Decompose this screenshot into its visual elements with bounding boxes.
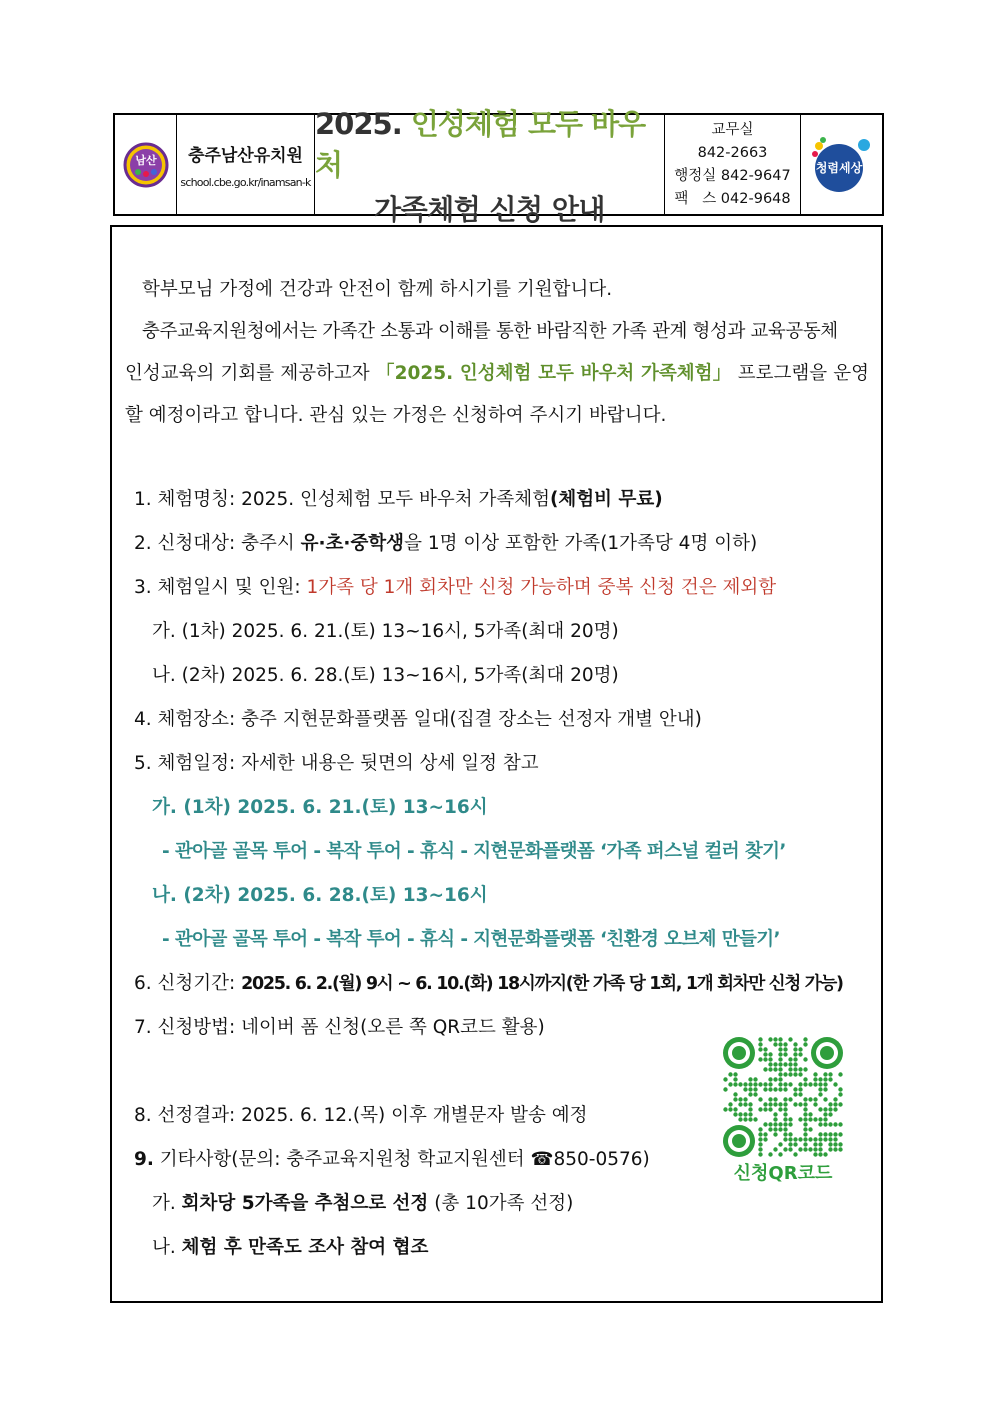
item-9-sub-b-marker: 나.	[152, 1237, 176, 1258]
item-9-sub-a-marker: 가.	[152, 1193, 176, 1214]
school-url[interactable]: school.cbe.go.kr/inamsan-k	[180, 175, 311, 189]
item-5-session2: 나. (2차) 2025. 6. 28.(토) 13~16시	[152, 885, 488, 906]
item-9-sub-b-bold: 체험 후 만족도 조사 참여 협조	[181, 1237, 429, 1258]
office-phone: 842-2663	[697, 144, 768, 161]
item-3-session2: 나. (2차) 2025. 6. 28.(토) 13~16시, 5가족(최대 20명)	[152, 665, 619, 686]
item-2-text-c: 을 1명 이상 포함한 가족(1가족당 4명 이하)	[404, 533, 758, 554]
title-year: 2025.	[315, 106, 402, 141]
item-3-notice: 1가족 당 1개 회차만 신청 가능하며 중복 신청 건은 제외함	[306, 577, 777, 598]
fax-number: 팩 스 042-9648	[674, 190, 791, 207]
admin-phone: 행정실 842-9647	[674, 167, 791, 184]
title-line2: 가족체험 신청 안내	[374, 192, 605, 226]
item-9-number: 9.	[134, 1149, 154, 1170]
intro-line2-a: 인성교육의 기회를 제공하고자	[125, 363, 370, 384]
item-4: 4. 체험장소: 충주 지현문화플랫폼 일대(집결 장소는 선정자 개별 안내)	[134, 709, 702, 730]
item-9-sub-a	[152, 1189, 573, 1215]
item-1-free: (체험비 무료)	[549, 489, 663, 510]
title-line1	[315, 102, 664, 184]
logo2-text: 청렴세상	[815, 160, 862, 175]
application-qr-code[interactable]	[723, 1037, 843, 1157]
item-3-label: 3. 체험일시 및 인원:	[134, 577, 301, 598]
item-6	[134, 969, 843, 995]
item-3	[134, 573, 776, 599]
title-highlight: 인성체험 모두 바우처	[315, 106, 646, 182]
item-9-sub-a-note: (총 10가족 선정)	[434, 1193, 574, 1214]
office-label: 교무실	[711, 121, 754, 138]
header-table	[113, 106, 884, 226]
main-content-box	[110, 225, 883, 1303]
item-2	[134, 529, 757, 555]
qr-code-label: 신청QR코드	[733, 1163, 833, 1184]
item-6-label: 6. 신청기간:	[134, 973, 236, 994]
item-3-session1: 가. (1차) 2025. 6. 21.(토) 13~16시, 5가족(최대 20명)	[152, 621, 619, 642]
item-5-session1: 가. (1차) 2025. 6. 21.(토) 13~16시	[152, 797, 488, 818]
item-5: 5. 체험일정: 자세한 내용은 뒷면의 상세 일정 참고	[134, 753, 539, 774]
program-name-highlight: 「2025. 인성체험 모두 바우처 가족체험」	[375, 363, 732, 384]
item-9-text: 기타사항(문의: 충주교육지원청 학교지원센터 ☎850-0576)	[159, 1149, 650, 1170]
item-9	[134, 1145, 650, 1171]
item-8: 8. 선정결과: 2025. 6. 12.(목) 이후 개별문자 발송 예정	[134, 1105, 588, 1126]
integrity-logo-cell	[801, 115, 882, 214]
item-5-session2-detail: - 관아골 골목 투어 - 복작 투어 - 휴식 - 지현문화플랫폼 ‘친환경 오브제 만들기’	[162, 929, 780, 950]
item-2-text-a: 2. 신청대상: 충주시	[134, 533, 295, 554]
intro-line1: 충주교육지원청에서는 가족간 소통과 이해를 통한 바람직한 가족 관계 형성과 교육공동체	[142, 321, 838, 342]
logo-text: 남산	[134, 153, 157, 167]
school-info-cell	[177, 115, 315, 214]
item-1	[134, 485, 663, 511]
item-5-session1-detail: - 관아골 골목 투어 - 복작 투어 - 휴식 - 지현문화플랫폼 ‘가족 퍼스널 컬러 찾기’	[162, 841, 786, 862]
integrity-logo-icon	[809, 132, 875, 198]
item-9-sub-a-bold: 회차당 5가족을 추첨으로 선정	[181, 1193, 429, 1214]
intro-line2-b: 프로그램을 운영	[737, 363, 870, 384]
school-logo-icon	[123, 142, 169, 188]
title-cell	[315, 106, 665, 226]
intro-line2	[125, 359, 869, 385]
item-1-text: 1. 체험명칭: 2025. 인성체험 모두 바우처 가족체험	[134, 489, 550, 510]
intro-line3: 할 예정이라고 합니다. 관심 있는 가정은 신청하여 주시기 바랍니다.	[125, 405, 667, 426]
school-name: 충주남산유치원	[188, 145, 303, 166]
item-9-sub-b	[152, 1233, 428, 1259]
item-7: 7. 신청방법: 네이버 폼 신청(오른 쪽 QR코드 활용)	[134, 1017, 545, 1038]
item-6-period: 2025. 6. 2.(월) 9시 ~ 6. 10.(화) 18시까지(한 가족 당 1회, 1개 회차만 신청 가능)	[241, 974, 843, 994]
school-logo-cell	[115, 115, 177, 214]
greeting: 학부모님 가정에 건강과 안전이 함께 하시기를 기원합니다.	[142, 279, 613, 300]
contact-cell	[665, 115, 801, 214]
item-2-target: 유·초·중학생	[300, 533, 405, 554]
